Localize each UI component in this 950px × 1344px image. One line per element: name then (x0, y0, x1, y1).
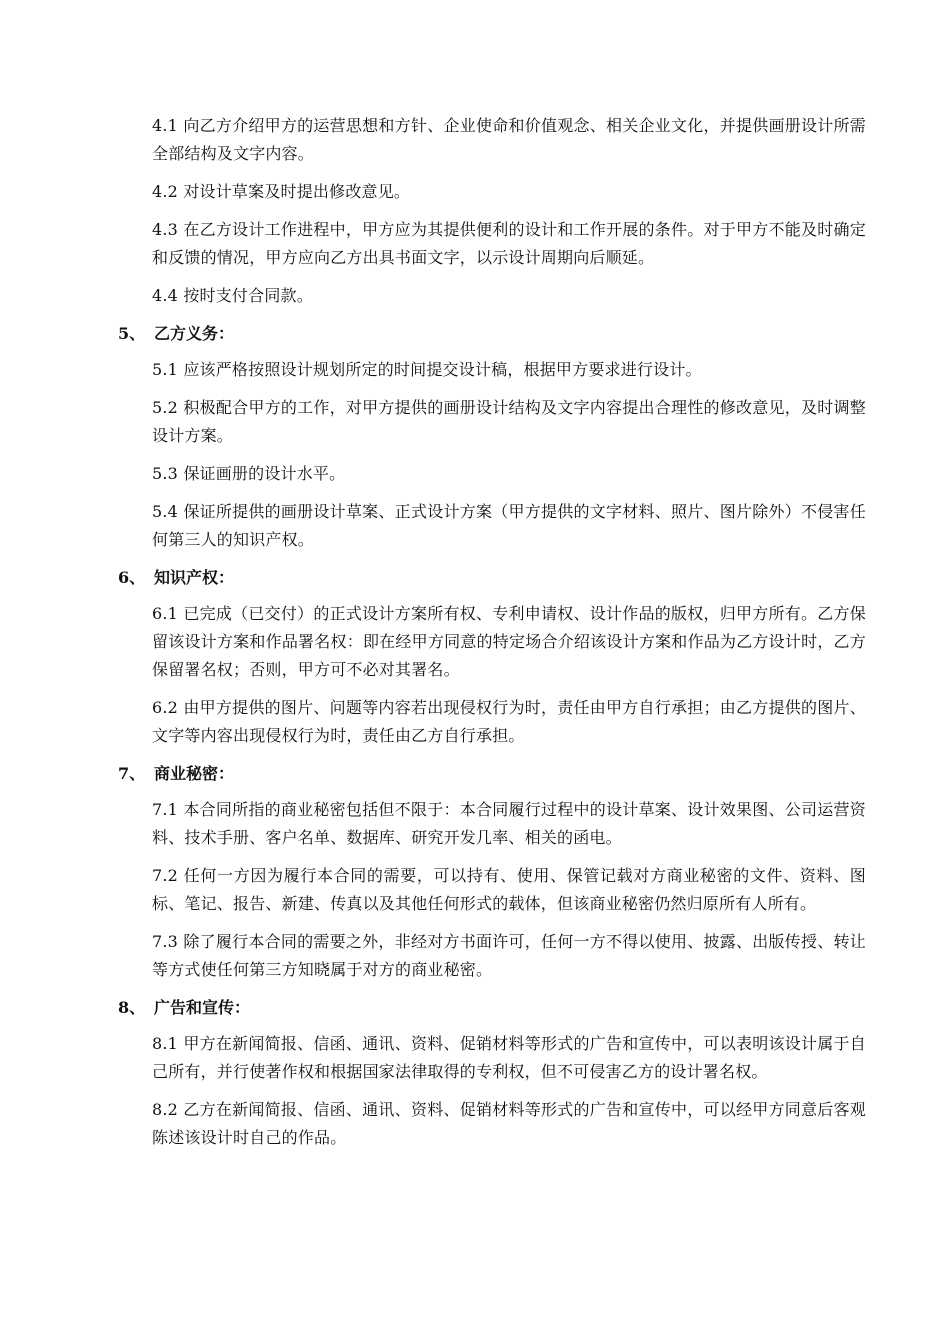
clause-4-1: 4.1 向乙方介绍甲方的运营思想和方针、企业使命和价值观念、相关企业文化，并提供画册设计所需全部结构及文字内容。 (152, 116, 866, 163)
clause-7-2: 7.2 任何一方因为履行本合同的需要，可以持有、使用、保管记载对方商业秘密的文件、资料、图标、笔记、报告、新建、传真以及其他任何形式的载体，但该商业秘密仍然归原所有人所有。 (152, 866, 866, 913)
clause-8-2: 8.2 乙方在新闻简报、信函、通讯、资料、促销材料等形式的广告和宣传中，可以经甲方同意后客观陈述该设计时自己的作品。 (152, 1100, 866, 1147)
section-number: 7、 (118, 764, 146, 783)
document-body (118, 112, 866, 1162)
clause-8-1: 8.1 甲方在新闻简报、信函、通讯、资料、促销材料等形式的广告和宣传中，可以表明该设计属于自己所有，并行使著作权和根据国家法律取得的专利权，但不可侵害乙方的设计署名权。 (152, 1034, 866, 1081)
section-number: 6、 (118, 568, 146, 587)
clause-4-4: 4.4 按时支付合同款。 (152, 286, 313, 305)
section-heading (118, 760, 866, 788)
section-7 (118, 760, 866, 984)
clause-5-3: 5.3 保证画册的设计水平。 (152, 464, 346, 483)
section-title: 乙方义务： (154, 324, 235, 343)
section-title: 商业秘密： (154, 764, 235, 783)
section-5 (118, 320, 866, 554)
clause-4-3: 4.3 在乙方设计工作进程中，甲方应为其提供便利的设计和工作开展的条件。对于甲方不能及时确定和反馈的情况，甲方应向乙方出具书面文字，以示设计周期向后顺延。 (152, 220, 866, 267)
clause-4-2: 4.2 对设计草案及时提出修改意见。 (152, 182, 411, 201)
section-heading (118, 994, 866, 1022)
section-heading (118, 320, 866, 348)
clause-6-2: 6.2 由甲方提供的图片、问题等内容若出现侵权行为时，责任由甲方自行承担；由乙方提供的图片、文字等内容出现侵权行为时，责任由乙方自行承担。 (152, 698, 866, 745)
clause-5-2: 5.2 积极配合甲方的工作，对甲方提供的画册设计结构及文字内容提出合理性的修改意见，及时调整设计方案。 (152, 398, 866, 445)
clause-6-1: 6.1 已完成（已交付）的正式设计方案所有权、专利申请权、设计作品的版权，归甲方所有。乙方保留该设计方案和作品署名权：即在经甲方同意的特定场合介绍该设计方案和作品为乙方设计时，乙方保留署名权；否则，甲方可不必对其署名。 (152, 604, 866, 679)
clause-5-4: 5.4 保证所提供的画册设计草案、正式设计方案（甲方提供的文字材料、照片、图片除外）不侵害任何第三人的知识产权。 (152, 502, 866, 549)
section-6 (118, 564, 866, 750)
clause-7-3: 7.3 除了履行本合同的需要之外，非经对方书面许可，任何一方不得以使用、披露、出版传授、转让等方式使任何第三方知晓属于对方的商业秘密。 (152, 932, 866, 979)
section-title: 知识产权： (154, 568, 235, 587)
section-8 (118, 994, 866, 1152)
clause-5-1: 5.1 应该严格按照设计规划所定的时间提交设计稿，根据甲方要求进行设计。 (152, 360, 702, 379)
section-number: 8、 (118, 998, 146, 1017)
section-number: 5、 (118, 324, 146, 343)
section-4-continued (118, 112, 866, 310)
section-title: 广告和宣传： (154, 998, 251, 1017)
section-heading (118, 564, 866, 592)
clause-7-1: 7.1 本合同所指的商业秘密包括但不限于：本合同履行过程中的设计草案、设计效果图、公司运营资料、技术手册、客户名单、数据库、研究开发几率、相关的函电。 (152, 800, 866, 847)
